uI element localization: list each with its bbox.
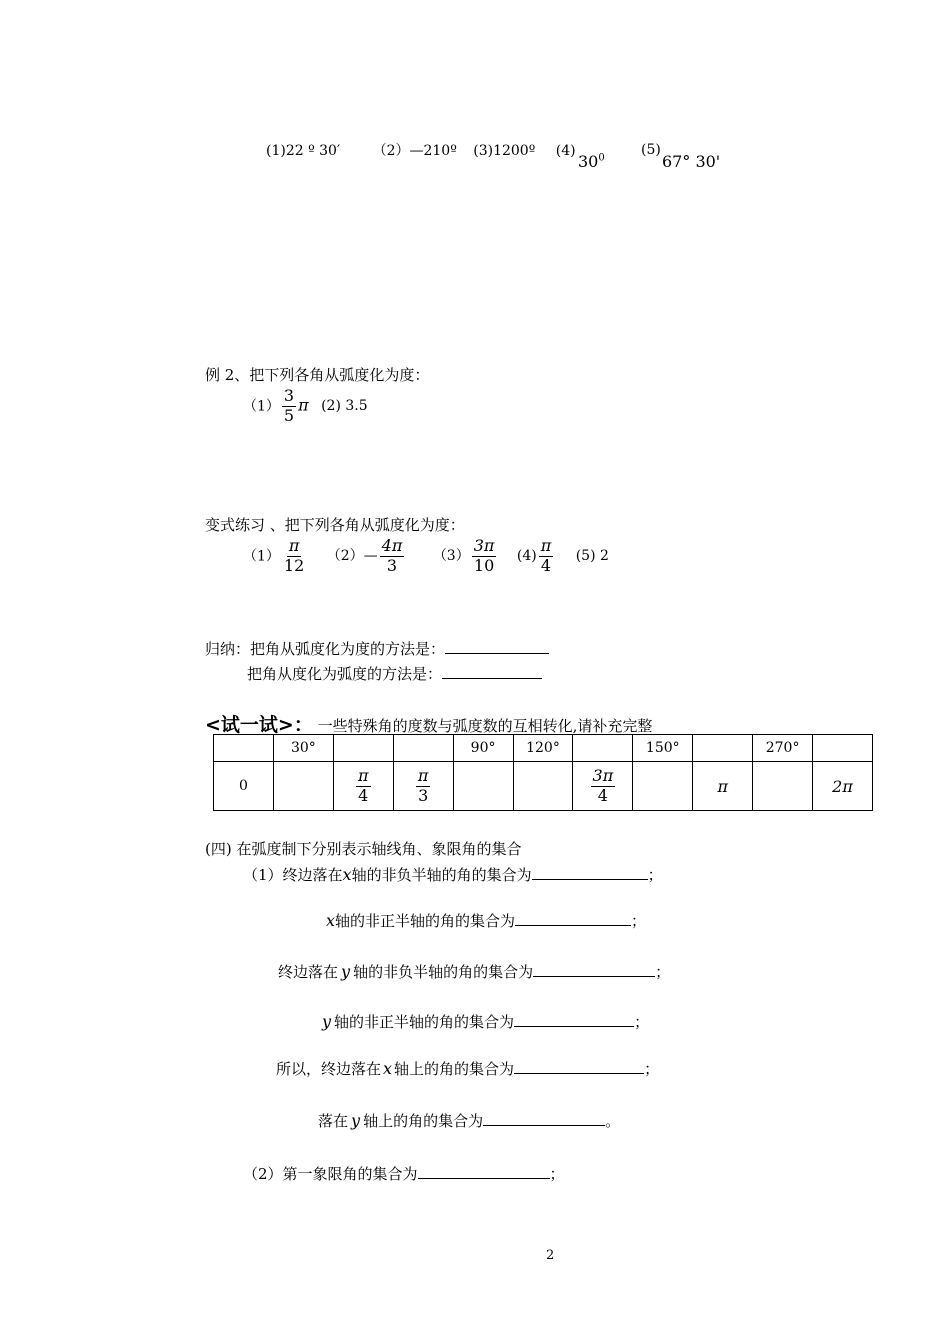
table-cell[interactable] — [813, 735, 873, 762]
try-heading: <试一试>： — [205, 714, 313, 736]
ex1-item-4-label: (4) — [555, 143, 576, 159]
ex1-item-5-label: (5) — [641, 142, 661, 158]
ex1-item-5-value: 67° 30' — [662, 152, 721, 171]
variant-frac-3: $\frac{3\pi}{10}$ — [473, 536, 495, 575]
try-heading-line — [205, 710, 652, 737]
summary-line-2: 把角从度化为弧度的方法是： — [247, 663, 542, 684]
table-cell: $\frac{\pi}{4}$ — [333, 762, 393, 811]
blank[interactable] — [514, 1026, 634, 1027]
table-cell: 120° — [513, 735, 573, 762]
blank[interactable] — [445, 653, 549, 654]
table-cell[interactable] — [693, 735, 753, 762]
section4-line-2: x轴的非正半轴的角的集合为 ； — [326, 911, 647, 930]
table-cell[interactable] — [753, 762, 813, 811]
ex1-item-4-value: $30^0$ — [578, 152, 605, 171]
ex1-item-1: (1)22 º 30′ — [266, 143, 341, 159]
variant-items: （1） $\frac{\pi}{12}$ （2）— $\frac{4\pi}{3}$ （3） $\frac{3\pi}{10}$ (4) $\frac{\pi}{4}$ (5) 2 — [243, 536, 609, 575]
table-cell[interactable] — [273, 762, 333, 811]
table-row — [214, 735, 873, 762]
table-cell: $\frac{3\pi}{4}$ — [573, 762, 633, 811]
table-cell: 2π — [813, 762, 873, 811]
table-cell: 90° — [453, 735, 513, 762]
ex2-items: （1） $\frac{3}{5}$ π (2) 3.5 — [243, 386, 368, 425]
variant-title: 变式练习 、把下列各角从弧度化为度： — [205, 516, 465, 534]
variant-frac-4: $\frac{\pi}{4}$ — [540, 536, 552, 575]
page-number: 2 — [546, 1248, 555, 1263]
section4-title: (四) 在弧度制下分别表示轴线角、象限角的集合 — [205, 840, 522, 858]
table-cell[interactable] — [633, 762, 693, 811]
blank[interactable] — [442, 678, 542, 679]
blank[interactable] — [533, 976, 655, 977]
table-cell: $\frac{\pi}{3}$ — [393, 762, 453, 811]
blank[interactable] — [418, 1178, 550, 1179]
table-cell[interactable] — [393, 735, 453, 762]
table-cell: 30° — [273, 735, 333, 762]
ex1-item-3: (3)1200º — [473, 143, 536, 159]
ex1-line — [266, 140, 576, 160]
section4-line-4: y 轴的非正半轴的角的集合为 ； — [322, 1012, 650, 1031]
table-cell: 270° — [753, 735, 813, 762]
blank[interactable] — [514, 1073, 644, 1074]
conversion-table — [213, 734, 873, 811]
table-cell[interactable] — [573, 735, 633, 762]
table-cell: π — [693, 762, 753, 811]
table-row — [214, 762, 873, 811]
blank[interactable] — [515, 925, 631, 926]
summary-line-1: 归纳：把角从弧度化为度的方法是： — [205, 638, 549, 659]
section4-line-6: 落在 y 轴上的角的集合为 。 — [318, 1111, 621, 1130]
section4-line-5: 所以，终边落在 x 轴上的角的集合为 ； — [276, 1059, 660, 1078]
ex2-fraction: $\frac{3}{5}$ — [283, 386, 295, 425]
table-cell: 150° — [633, 735, 693, 762]
try-description: 一些特殊角的度数与弧度数的互相转化,请补充完整 — [317, 717, 653, 735]
blank[interactable] — [483, 1125, 605, 1126]
ex2-title: 例 2、把下列各角从弧度化为度： — [205, 366, 430, 384]
variant-frac-1: $\frac{\pi}{12}$ — [283, 536, 305, 575]
table-cell: 0 — [214, 762, 274, 811]
table-cell[interactable] — [333, 735, 393, 762]
ex2-item-2: (2) 3.5 — [321, 398, 368, 415]
ex1-item-2: （2）—210º — [372, 143, 457, 159]
table-cell[interactable] — [214, 735, 274, 762]
table-cell[interactable] — [453, 762, 513, 811]
section4-line-1: （1）终边落在x轴的非负半轴的角的集合为 ； — [243, 865, 663, 884]
section4-line-7: （2）第一象限角的集合为 ； — [243, 1165, 565, 1183]
table-cell[interactable] — [513, 762, 573, 811]
variant-frac-2: $\frac{4\pi}{3}$ — [381, 536, 403, 575]
blank[interactable] — [532, 879, 648, 880]
section4-line-3: 终边落在 y 轴的非负半轴的角的集合为 ； — [278, 962, 671, 981]
